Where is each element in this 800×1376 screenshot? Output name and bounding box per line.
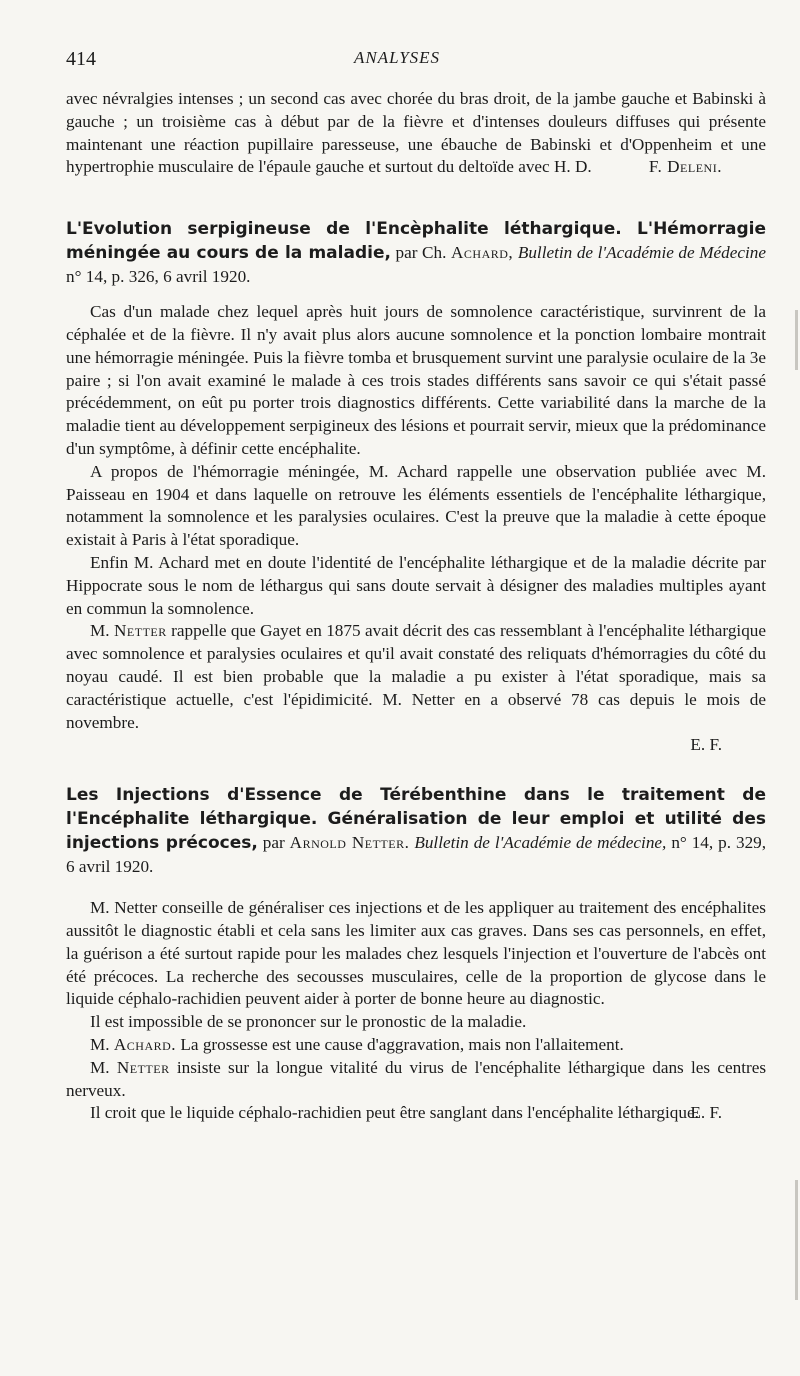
article1-paragraph: Cas d'un malade chez lequel après huit jours de somnolence caractéristique, survinrent de la céphalée et de la fièvre. Il n'y avait plus alors aucune somnolence et la ponction lombaire montrait une hémorragie méningée. Puis la fièvre tomba et brusquement survint une paralysie oculaire de la 3e paire ; si l'on avait examiné le malade à ces trois stades différents sans savoir ce qui s'était passé précédemment, on eût pu porter trois diagnostics différents. Cette variabilité dans la marche de la maladie tient au développement serpigineux des lésions et pourrait servir, mieux que la prédominance d'un symptôme, à définir cette encéphalite. bbox=[66, 302, 766, 458]
article2-body bbox=[66, 897, 766, 1125]
continuation-signature: F. Deleni. bbox=[648, 157, 722, 177]
netter-name-2: Netter bbox=[116, 1057, 170, 1077]
scan-edge-mark bbox=[795, 310, 798, 370]
article2-ref: n° 14, p. 329, 6 avril 1920. bbox=[66, 833, 767, 877]
article1-paragraph: Enfin M. Achard met en doute l'identité de l'encéphalite léthargique et de la maladie décrite par Hippocrate sous le nom de léthargus qui sans doute servait à désigner des maladies multiples ayant en commun la somnolence. bbox=[66, 552, 766, 618]
article2-last-paragraph bbox=[66, 1102, 766, 1125]
article1-by: par Ch. bbox=[395, 243, 447, 263]
netter-prefix: M. bbox=[90, 621, 110, 641]
article2-paragraph: Il est impossible de se prononcer sur le pronostic de la maladie. bbox=[90, 1012, 527, 1032]
last-text: Il croit que le liquide céphalo-rachidien peut être sanglant dans l'encéphalite léthargique. bbox=[90, 1103, 699, 1123]
article2-author: Arnold Netter. bbox=[289, 833, 410, 853]
page-content bbox=[66, 88, 766, 1125]
scan-edge-mark bbox=[795, 1180, 798, 1300]
achard-prefix: M. bbox=[90, 1034, 110, 1054]
page-number: 414 bbox=[66, 48, 96, 70]
netter-prefix-2: M. bbox=[90, 1057, 110, 1077]
article2-title: Les Injections d'Essence de Térébenthine dans le traitement de l'Encéphalite léthargique. Généralisation de leur emploi et utilité des injections précoces, bbox=[66, 785, 766, 854]
article2-netter-paragraph bbox=[66, 1057, 766, 1103]
article1-netter-paragraph bbox=[66, 620, 766, 734]
netter-text: rappelle que Gayet en 1875 avait décrit des cas ressemblant à l'encéphalite léthargique avec somnolence et paralysies oculaires et qu'il avait constaté des reliquats d'hémorragies du côté du noyau caudé. Il est bien probable que la maladie a pu exister à l'état sporadique, mais sa caractéristique actuelle, c'est l'épidimicité. M. Netter en a observé 78 cas depuis le mois de novembre. bbox=[66, 621, 767, 732]
continuation-paragraph: avec névralgies intenses ; un second cas avec chorée du bras droit, de la jambe gauche et Babinski à gauche ; un troisième cas à début par de la fièvre et d'intenses douleurs diffuses qui présente maintenant une réaction pupillaire paresseuse, une ébauche de Babinski et d'Oppenheim et une hypertrophie musculaire de l'épaule gauche et surtout du deltoïde avec H. D. bbox=[66, 89, 766, 177]
article1-body bbox=[66, 301, 766, 757]
article1-ref: n° 14, p. 326, 6 avril 1920. bbox=[66, 267, 251, 287]
page-header bbox=[66, 48, 728, 72]
article2-signature: E. F. bbox=[690, 1103, 722, 1123]
article1-signature: E. F. bbox=[690, 735, 722, 755]
article1-heading bbox=[66, 217, 766, 289]
article1-title: L'Evolution serpigineuse de l'Encèphalite léthargique. L'Hémorragie méningée au cours de la maladie, bbox=[66, 219, 766, 264]
article2-by: par bbox=[262, 833, 285, 853]
netter-text-2: insiste sur la longue vitalité du virus de l'encéphalite léthargique dans les centres nerveux. bbox=[66, 1057, 767, 1100]
running-head: ANALYSES bbox=[353, 48, 441, 67]
article1-journal: Bulletin de l'Académie de Médecine bbox=[517, 243, 767, 263]
achard-text: La grossesse est une cause d'aggravation, mais non l'allaitement. bbox=[180, 1034, 624, 1054]
netter-name: Netter bbox=[114, 621, 167, 641]
article2-heading bbox=[66, 783, 766, 879]
article1-author: Achard, bbox=[451, 243, 514, 263]
article2-achard-paragraph bbox=[66, 1034, 766, 1057]
article1-paragraph: A propos de l'hémorragie méningée, M. Achard rappelle une observation publiée avec M. Paisseau en 1904 et dans laquelle on retrouve les éléments essentiels de l'encéphalite léthargique, notamment la somnolence et les paralysies oculaires. C'est la preuve que la maladie à cette époque existait à Paris à l'état sporadique. bbox=[66, 461, 766, 550]
article2-journal: Bulletin de l'Académie de médecine, bbox=[414, 833, 667, 853]
achard-name: Achard. bbox=[113, 1034, 177, 1054]
article2-paragraph: M. Netter conseille de généraliser ces injections et de les appliquer au traitement des encéphalites aussitôt le diagnostic établi et cela sans les limiter aux cas graves. Dans ses cas personnels, en effet, la guérison a été surtout rapide pour les malades chez lesquels l'injection et l'ouverture de l'abcès ont été précoces. La recherche des secousses musculaires, celle de la proportion de glycose dans le liquide céphalo-rachidien peuvent aider à porter de bonne heure au diagnostic. bbox=[66, 898, 766, 1009]
